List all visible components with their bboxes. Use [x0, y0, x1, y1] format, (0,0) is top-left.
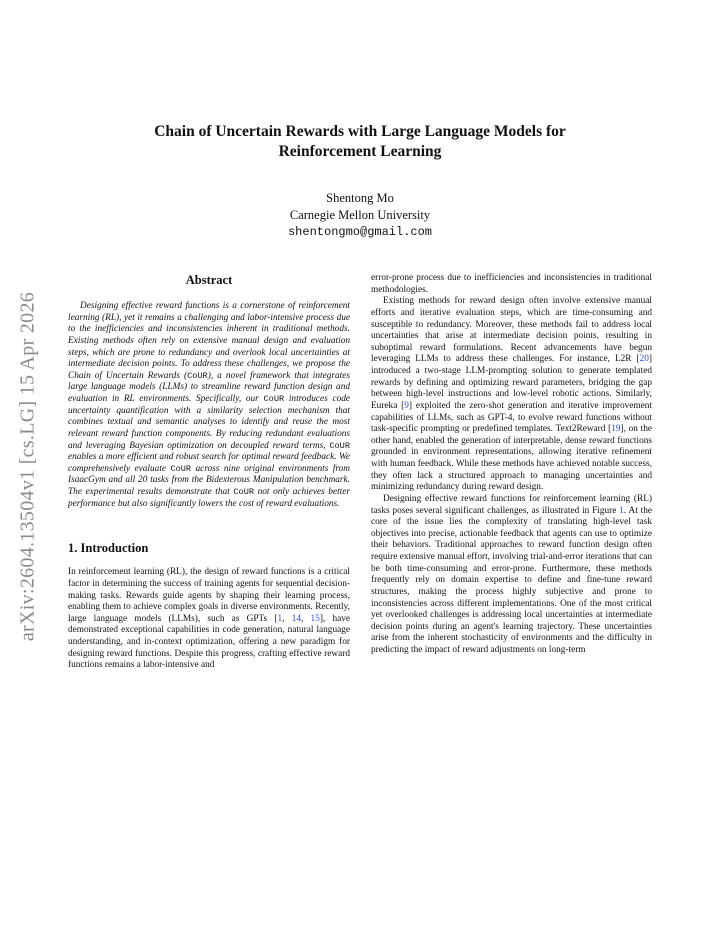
challenges-paragraph: [371, 494, 652, 657]
body-text: ], on the other hand, enabled the generation of interpretable, dense reward functions grounded in environment representations, allowing iterative refinement with human feedback. While these methods have achieved notable success, they often lack a structured approach to managing uncertainties and minimizing redundancy during reward design.: [371, 424, 652, 493]
introduction-heading: 1. Introduction: [68, 541, 149, 556]
author-email[interactable]: shentongmo@gmail.com: [287, 225, 433, 239]
author-name: Shentong Mo: [326, 191, 394, 205]
citation-link[interactable]: 14: [291, 613, 301, 624]
abstract-text: Designing effective reward functions is a cornerstone of reinforcement learning (RL), yet it remains a challenging and labor-intensive process due to the inefficiencies and inconsistencies inherent in traditional methods. Existing methods often rely on extensive manual design and evaluation steps, which are prone to redundancy and overlook local uncertainties at intermediate decision points. To address these challenges, we propose the Chain of Uncertain Rewards (: [68, 301, 350, 381]
cour-name: CoUR: [263, 394, 285, 404]
citation-link[interactable]: 19: [611, 424, 621, 435]
arxiv-stamp[interactable]: arXiv:2604.13504v1 [cs.LG] 15 Apr 2026: [16, 291, 39, 642]
abstract-text: across nine original environments from IsaacGym and all 20 tasks from the Bidexterous Manipulation benchmark. The experimental results demonstrate that: [68, 463, 350, 497]
cour-name: CoUR: [187, 370, 208, 381]
body-text: Designing effective reward functions for reinforcement learning (RL) tasks poses several significant challenges, as illustrated in Figure: [371, 493, 652, 516]
citation-link[interactable]: 1: [277, 613, 283, 624]
intro-continuation: error-prone process due to inefficiencies and inconsistencies in traditional methodologies.: [371, 273, 652, 295]
citation-link[interactable]: 20: [639, 354, 649, 365]
abstract-heading: Abstract: [185, 273, 233, 287]
intro-paragraph: In reinforcement learning (RL), the design of reward functions is a critical factor in determining the success of training agents for sequential decision-making tasks. Rewards guide agents by shaping their learning process, enabling them to achieve complex goals in diverse environments. Recently, large language models (LLMs), such as GPTs [1, 14, 15], have demonstrated exceptional capabilities in code generation, natural language understanding, and in-context optimization, offering a new paradigm for designing reward functions. Despite this progress, crafting effective reward functions remains a labor-intensive and: [68, 567, 351, 671]
paper-title: [100, 122, 620, 162]
figure-link[interactable]: 1: [619, 505, 624, 516]
cour-name: CoUR: [329, 440, 350, 451]
abstract-text: introduces code uncertainty quantification with a similarity selection mechanism that combines textual and semantic analyses to identify and reuse the most relevant reward function components. By reducing redundant evaluations and leveraging Bayesian optimization on decoupled reward terms,: [68, 394, 350, 451]
right-column: [371, 273, 652, 657]
citation-link[interactable]: 9: [404, 400, 409, 411]
related-methods-paragraph: [371, 296, 652, 494]
abstract-text: ), a novel framework that integrates large language models (LLMs) to streamline reward function design and evaluation in RL environments. Specifically, our: [68, 370, 350, 404]
abstract-text: not only achieves better performance but also significantly lowers the cost of reward evaluations.: [68, 487, 350, 509]
cour-name: CoUR: [233, 487, 255, 497]
body-text: . At the core of the issue lies the complexity of translating high-level task objectives into precise, actionable feedback that agents can use to optimize their behaviors. Traditional approaches to reward function design often require extensive manual effort, involving trial-and-error iterations that can be both time-consuming and error-prone. Furthermore, these methods frequently rely on domain expertise to define and fine-tune reward structures, making the process highly subjective and prone to inconsistencies across different implementations. One of the most critical yet overlooked challenges is addressing local uncertainties at intermediate decision points during an agent's learning trajectory. These uncertainties arise from the inherent stochasticity of environments and the difficulty in predicting the impact of reward adjustments on long-term: [371, 505, 652, 655]
title-line-2: Reinforcement Learning: [278, 143, 442, 160]
intro-text: In reinforcement learning (RL), the design of reward functions is a critical factor in determining the success of training agents for sequential decision-making tasks. Rewards guide agents by shaping their learning process, enabling them to achieve complex goals in diverse environments. Recently, large language models (LLMs), such as GPTs [: [68, 567, 350, 624]
author-affiliation: Carnegie Mellon University: [289, 208, 431, 222]
cour-name: CoUR: [170, 463, 192, 474]
abstract-body: [68, 301, 350, 510]
body-text: Existing methods for reward design often involve extensive manual efforts and iterative evaluation steps, which are time-consuming and susceptible to redundancy. Moreover, these methods fail to address local uncertainties that arise at intermediate decision points, resulting in suboptimal reward formulations. Recent advancements have begun leveraging LLMs to address these challenges. For instance, L2R [: [371, 296, 652, 365]
left-column: [68, 272, 350, 672]
abstract-paragraph: [68, 301, 350, 510]
abstract-text: enables a more efficient and robust search for optimal reward feedback. We comprehensively evaluate: [68, 452, 350, 474]
body-text: ] exploited the zero-shot generation and iterative improvement capabilities of LLMs, such as GPT-4, to evolve reward functions without task-specific prompting or predefined templates. Text2Reward [: [371, 400, 652, 435]
title-line-1: Chain of Uncertain Rewards with Large Language Models for: [154, 123, 566, 140]
citation-link[interactable]: 15: [310, 613, 320, 624]
body-text: ] introduced a two-stage LLM-prompting solution to generate templated rewards by defining and optimizing reward parameters, bridging the gap between high-level instructions and low-level robotic actions. Similarly, Eureka [: [371, 354, 652, 411]
intro-text: ], have demonstrated exceptional capabilities in code generation, natural language understanding, and in-context optimization, offering a new paradigm for designing reward functions. Despite this progress, crafting effective reward functions remains a labor-intensive and: [68, 613, 351, 671]
